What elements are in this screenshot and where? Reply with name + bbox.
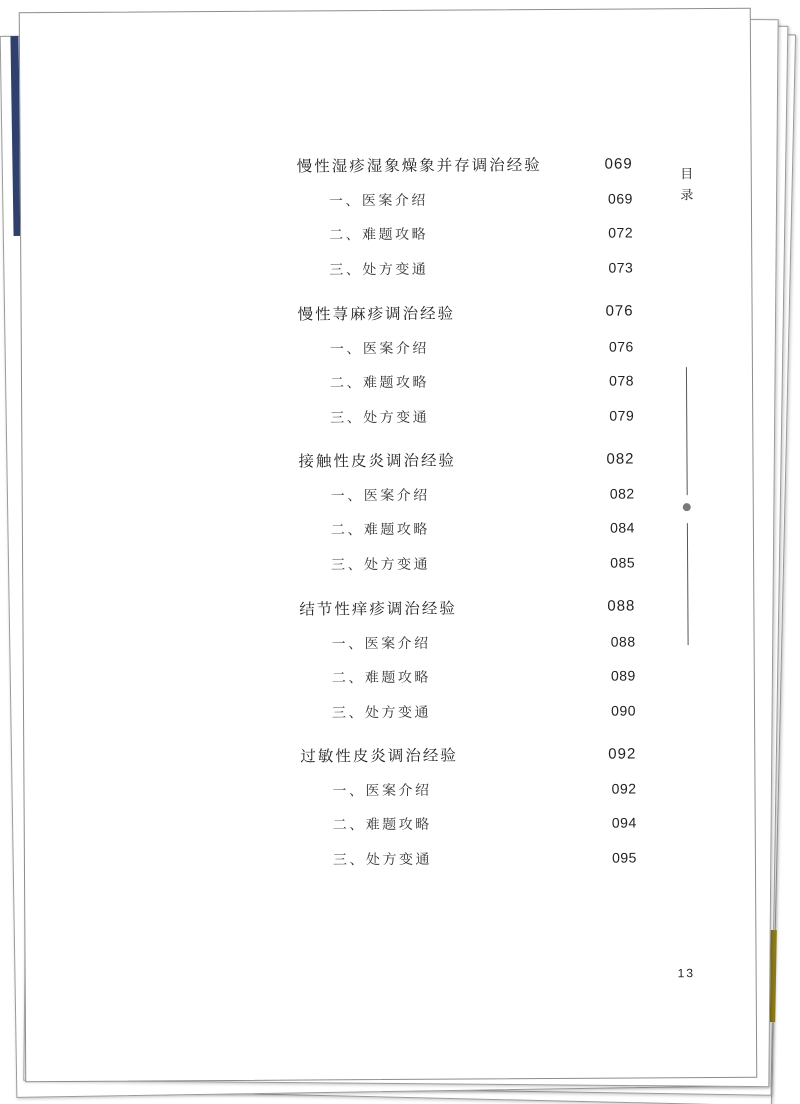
toc-subsection-page: 085: [610, 554, 636, 571]
page-number: 13: [677, 966, 696, 981]
side-title: [677, 164, 697, 206]
toc-subsection-label: 二、难题攻略: [329, 226, 429, 244]
toc-subsection-label: 一、医案介绍: [329, 340, 429, 357]
toc-subsection-row[interactable]: [330, 406, 635, 426]
side-marker-dot: [683, 503, 691, 511]
toc-subsection-page: 072: [608, 224, 634, 241]
toc-subsection-page: 095: [612, 849, 637, 866]
toc-subsection-label: 二、难题攻略: [332, 816, 432, 834]
toc-subsection-page: 090: [611, 701, 637, 719]
toc-subsection-label: 三、处方变通: [330, 409, 430, 426]
toc-subsection-row[interactable]: [330, 519, 635, 539]
toc-section-page: 069: [604, 154, 633, 173]
toc-subsection-page: 069: [607, 190, 633, 207]
toc-subsection-row[interactable]: [332, 814, 637, 834]
toc-subsection-page: 079: [609, 406, 635, 424]
toc-subsection-label: 三、处方变通: [331, 556, 431, 574]
toc-section-row[interactable]: [298, 449, 635, 471]
toc-subsection-label: 一、医案介绍: [331, 635, 431, 652]
toc-subsection-row[interactable]: [331, 701, 637, 721]
toc-subsection-page: 088: [610, 632, 636, 650]
toc-subsection-row[interactable]: [329, 337, 634, 357]
toc-subsection-page: 078: [609, 371, 635, 389]
toc-subsection-label: 三、处方变通: [332, 851, 432, 869]
toc-section-row[interactable]: [296, 154, 633, 176]
side-title-char: 目: [680, 167, 694, 183]
toc-subsection-row[interactable]: [331, 632, 636, 652]
toc-section-title: 慢性湿疹湿象燥象并存调治经验: [296, 156, 542, 176]
toc-page: [19, 8, 758, 1082]
toc-subsection-row[interactable]: [328, 190, 633, 210]
toc-subsection-row[interactable]: [329, 371, 635, 391]
toc-subsection-label: 三、处方变通: [329, 261, 429, 279]
toc-section-title: 过敏性皮炎调治经验: [300, 746, 458, 766]
toc-subsection-page: 094: [611, 814, 637, 831]
toc-subsection-page: 089: [610, 666, 636, 684]
toc-subsection-label: 二、难题攻略: [329, 374, 430, 391]
toc-subsection-page: 073: [608, 259, 634, 276]
toc-subsection-row[interactable]: [330, 485, 635, 505]
toc-subsection-page: 092: [611, 780, 637, 797]
toc-subsection-label: 一、医案介绍: [330, 487, 430, 505]
toc-subsection-label: 二、难题攻略: [331, 669, 431, 686]
toc-section-title: 结节性痒疹调治经验: [299, 599, 457, 619]
toc-section-page: 092: [608, 744, 637, 763]
toc-section-row[interactable]: [299, 597, 636, 619]
toc-subsection-row[interactable]: [331, 666, 636, 686]
toc-subsection-label: 一、医案介绍: [328, 192, 428, 210]
toc-subsection-page: 082: [609, 485, 635, 502]
toc-subsection-label: 一、医案介绍: [332, 782, 432, 800]
toc-subsection-label: 二、难题攻略: [330, 521, 430, 539]
toc-section-title: 慢性荨麻疹调治经验: [297, 304, 456, 324]
table-of-contents: [20, 9, 757, 1081]
toc-subsection-page: 076: [608, 337, 634, 355]
toc-subsection-row[interactable]: [332, 849, 637, 869]
toc-subsection-row[interactable]: [329, 224, 634, 244]
toc-subsection-row[interactable]: [332, 780, 637, 800]
toc-section-title: 接触性皮炎调治经验: [298, 451, 457, 471]
toc-section-row[interactable]: [297, 302, 634, 324]
toc-section-row[interactable]: [300, 744, 637, 766]
toc-subsection-label: 三、处方变通: [331, 704, 432, 721]
toc-subsection-page: 084: [609, 519, 635, 536]
toc-section-page: 082: [606, 449, 635, 468]
toc-subsection-row[interactable]: [331, 554, 636, 574]
toc-subsection-row[interactable]: [329, 259, 634, 279]
side-title-char: 录: [680, 188, 694, 204]
toc-section-page: 076: [605, 302, 634, 320]
toc-section-page: 088: [607, 597, 636, 615]
